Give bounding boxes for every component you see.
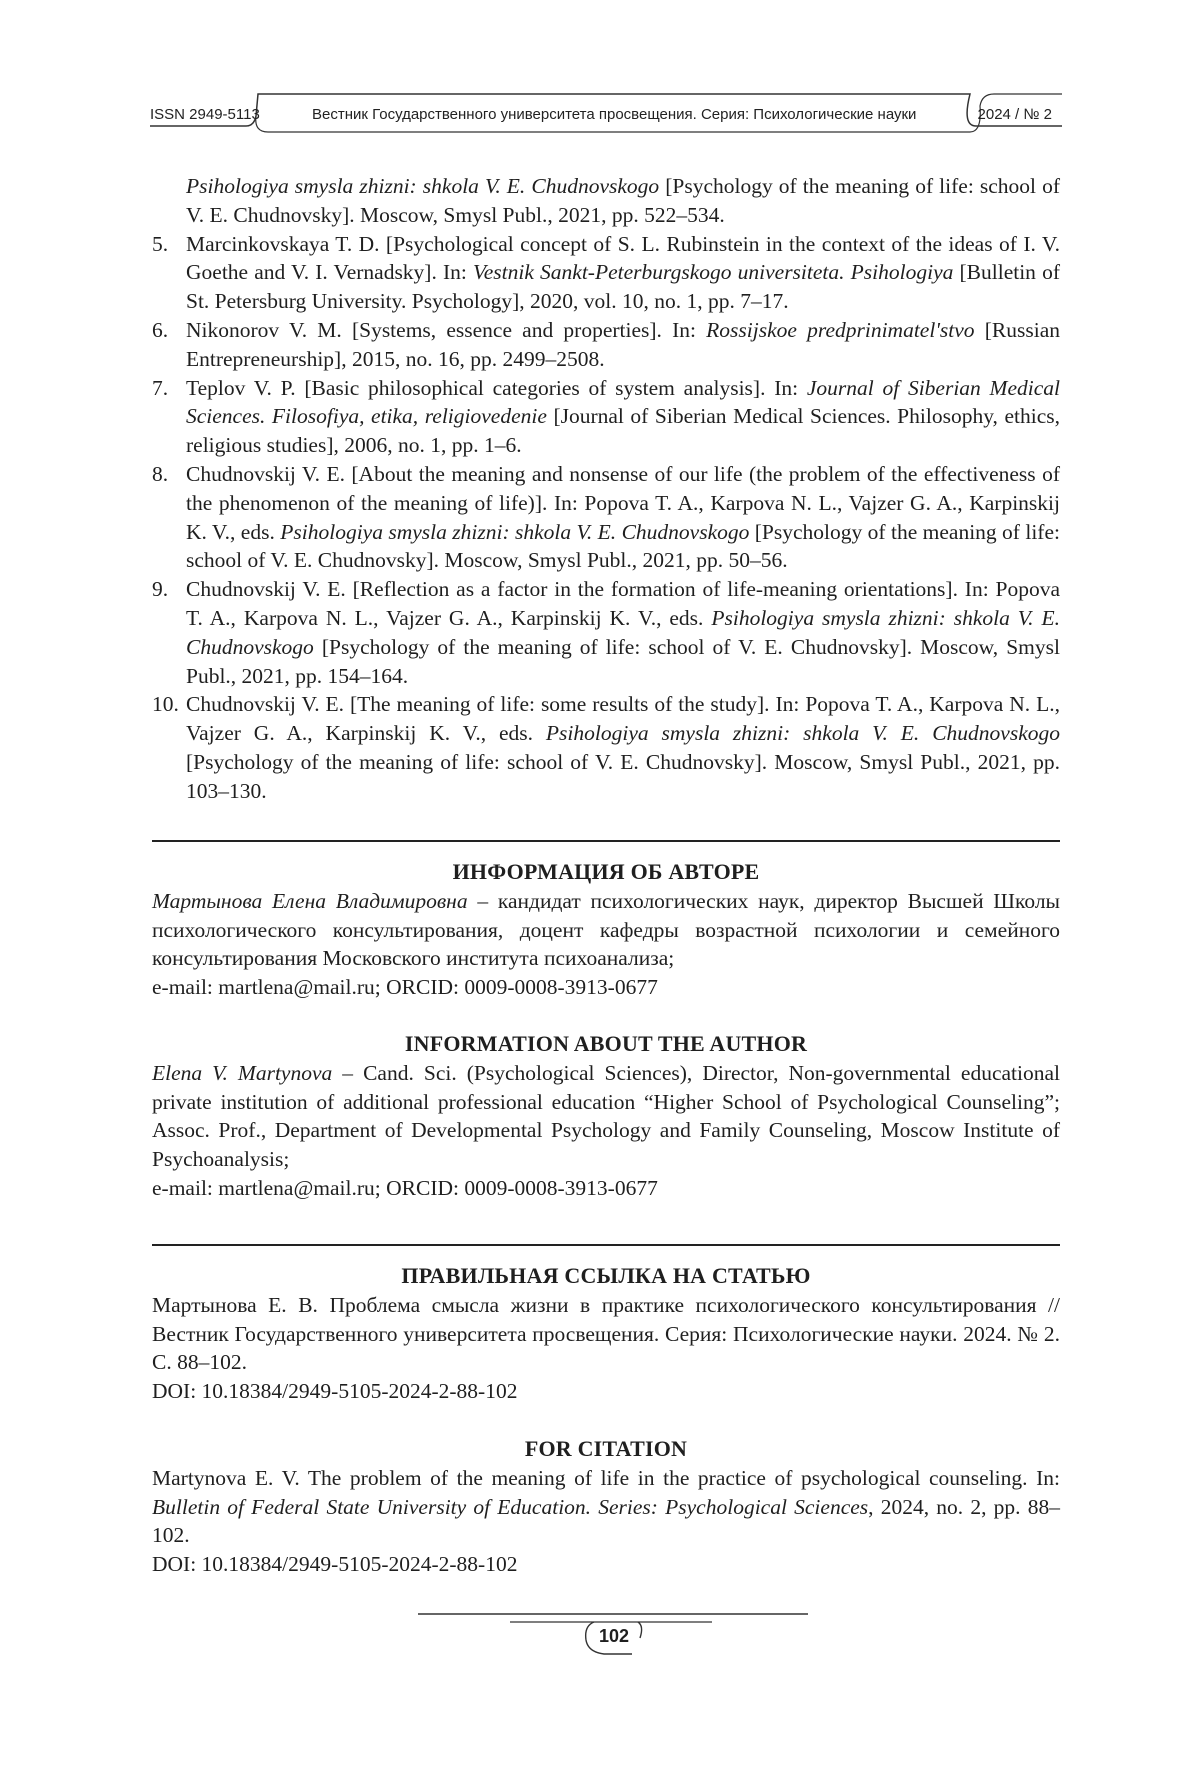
header-issue: 2024 / № 2 bbox=[977, 106, 1052, 123]
running-header bbox=[150, 92, 1062, 142]
author-info-en bbox=[152, 1030, 1060, 1203]
author-bio-ru: Мартынова Елена Владимировна – кандидат психологических наук, директор Высшей Школы психологического консультирования, доцент кафедры возрастной психологии и семейного консультирования Московского института психоанализа; bbox=[152, 888, 1060, 971]
citation-doi-ru: DOI: 10.18384/2949-5105-2024-2-88-102 bbox=[152, 1379, 518, 1404]
reference-item: 6. Nikonorov V. M. [Systems, essence and properties]. In: Rossijskoe predprinimatel'stvo [Russian Entrepreneurship], 2015, no. 16, pp. 2499–2508. bbox=[152, 317, 1060, 371]
author-contact-en: e-mail: martlena@mail.ru; ORCID: 0009-0008-3913-0677 bbox=[152, 1175, 658, 1200]
reference-item: 8. Chudnovskij V. E. [About the meaning and nonsense of our life (the problem of the effectiveness of the phenomenon of the meaning of life)]. In: Popova T. A., Karpova N. L., Vajzer G. A., Karpinskij K. V., eds. Psihologiya smysla zhizni: shkola V. E. Chudnovskogo [Psychology of the meaning of life: school of V. E. Chudnovsky]. Moscow, Smysl Publ., 2021, pp. 50–56. bbox=[152, 461, 1060, 573]
citation-doi-en: DOI: 10.18384/2949-5105-2024-2-88-102 bbox=[152, 1552, 518, 1577]
reference-item: 10. Chudnovskij V. E. [The meaning of life: some results of the study]. In: Popova T. A., Karpova N. L., Vajzer G. A., Karpinskij K. V., eds. Psihologiya smysla zhizni: shkola V. E. Chudnovskogo [Psychology of the meaning of life: school of V. E. Chudnovsky]. Moscow, Smysl Publ., 2021, pp. 103–130. bbox=[152, 692, 1060, 803]
page-number: 102 bbox=[598, 1626, 630, 1646]
section-title: INFORMATION ABOUT THE AUTHOR bbox=[404, 1031, 808, 1056]
section-divider bbox=[152, 840, 1060, 842]
page-footer bbox=[418, 1612, 808, 1672]
citation-text-en: Martynova E. V. The problem of the meaning of life in the practice of psychological counseling. In: Bulletin of Federal State University of Education. Series: Psychological Sciences, 2024, no. 2, pp. 88–102. bbox=[152, 1465, 1060, 1548]
reference-item: 5. Marcinkovskaya T. D. [Psychological concept of S. L. Rubinstein in the context of the ideas of I. V. Goethe and V. I. Vernadsky]. In: Vestnik Sankt-Peterburgskogo universiteta. Psihologiya [Bulletin of St. Petersburg University. Psychology], 2020, vol. 10, no. 1, pp. 7–17. bbox=[152, 231, 1060, 314]
citation-ru bbox=[152, 1262, 1060, 1406]
section-title: FOR CITATION bbox=[524, 1436, 688, 1461]
section-divider bbox=[152, 1244, 1060, 1246]
section-title: ИНФОРМАЦИЯ ОБ АВТОРЕ bbox=[452, 859, 760, 884]
reference-item: 7. Teplov V. P. [Basic philosophical categories of system analysis]. In: Journal of Siberian Medical Sciences. Filosofiya, etika, religiovedenie [Journal of Siberian Medical Sciences. Philosophy, ethics, religious studies], 2006, no. 1, pp. 1–6. bbox=[152, 375, 1061, 458]
header-issn: ISSN 2949-5113 bbox=[150, 106, 260, 123]
reference-item: 9. Chudnovskij V. E. [Reflection as a factor in the formation of life-meaning orientations]. In: Popova T. A., Karpova N. L., Vajzer G. A., Karpinskij K. V., eds. Psihologiya smysla zhizni: shkola V. E. Chudnovskogo [Psychology of the meaning of life: school of V. E. Chudnovsky]. Moscow, Smysl Publ., 2021, pp. 154–164. bbox=[152, 577, 1060, 688]
citation-text-ru: Мартынова Е. В. Проблема смысла жизни в практике психологического консультирования // Вестник Государственного университета просвещения. Серия: Психологические науки. 2024. № 2. С. 88–102. bbox=[152, 1292, 1060, 1375]
header-journal-title: Вестник Государственного университета просвещения. Серия: Психологические науки bbox=[312, 106, 917, 123]
reference-continuation: Psihologiya smysla zhizni: shkola V. E. Chudnovskogo [Psychology of the meaning of life: school of V. E. Chudnovsky]. Moscow, Smysl Publ., 2021, pp. 522–534. bbox=[186, 174, 1060, 227]
citation-en bbox=[152, 1435, 1060, 1579]
section-title: ПРАВИЛЬНАЯ ССЫЛКА НА СТАТЬЮ bbox=[401, 1263, 811, 1288]
reference-list bbox=[152, 172, 1060, 806]
author-bio-en: Elena V. Martynova – Cand. Sci. (Psychological Sciences), Director, Non-governmental educational private institution of additional professional education “Higher School of Psychological Counseling”; Assoc. Prof., Department of Developmental Psychology and Family Counseling, Moscow Institute of Psychoanalysis; bbox=[152, 1060, 1060, 1172]
author-contact-ru: e-mail: martlena@mail.ru; ORCID: 0009-0008-3913-0677 bbox=[152, 975, 658, 1000]
author-info-ru bbox=[152, 858, 1060, 1002]
